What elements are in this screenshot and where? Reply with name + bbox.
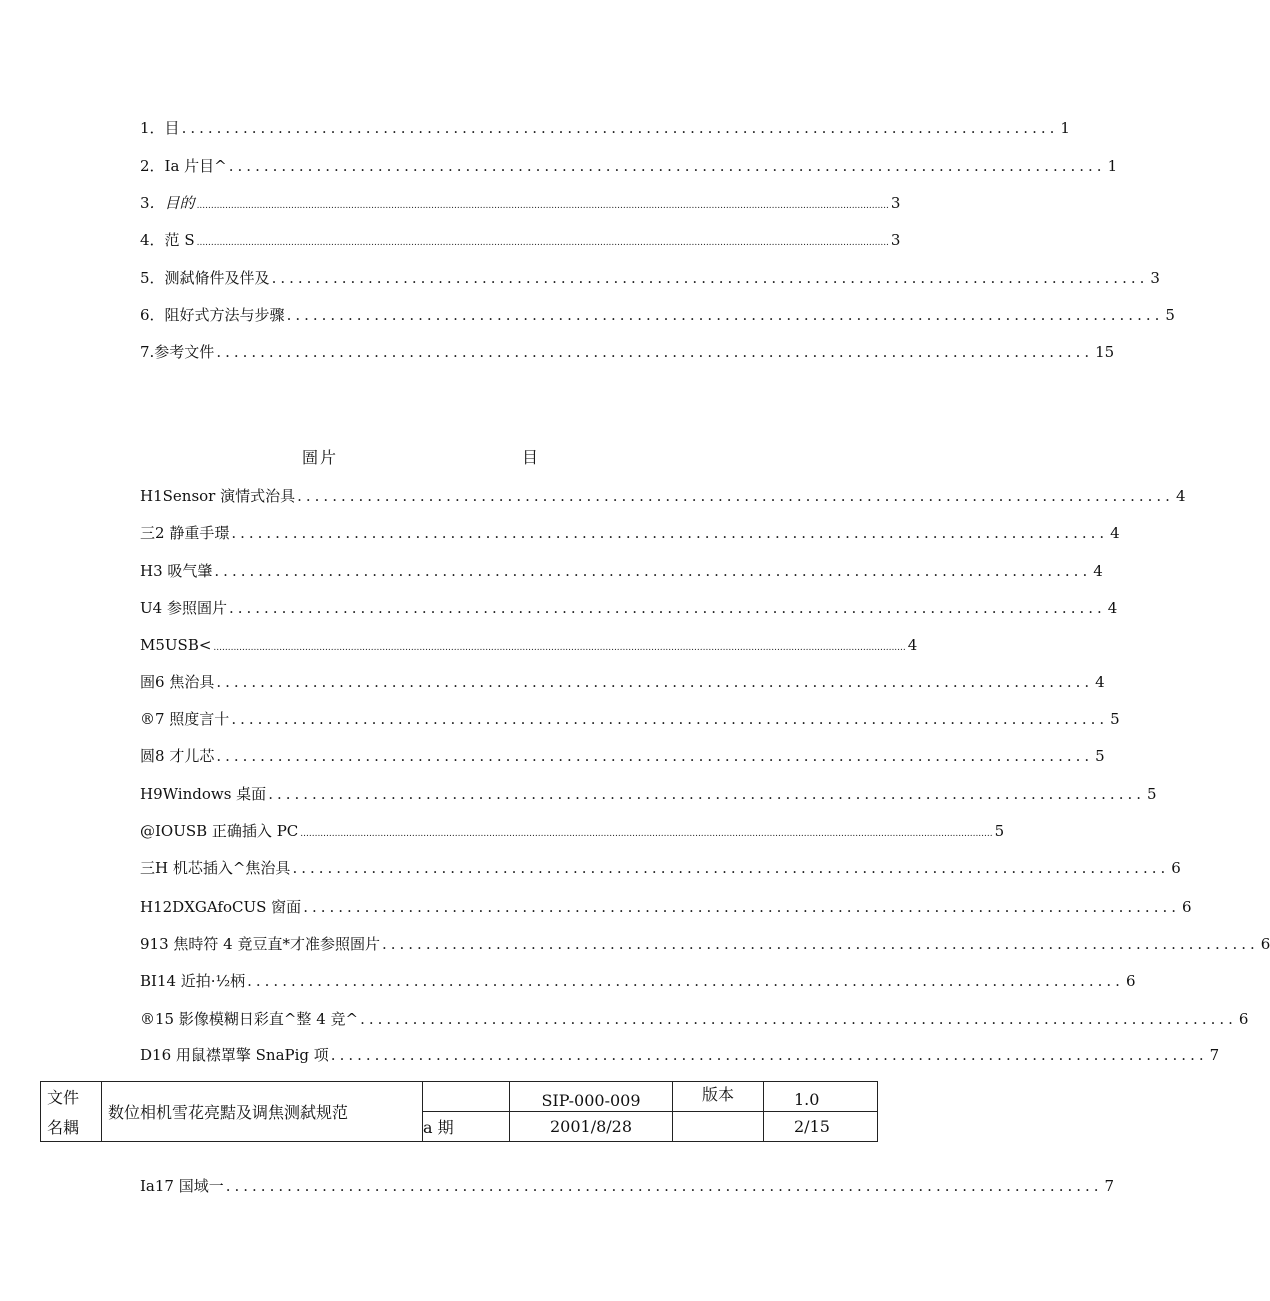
figure-page: 4 <box>907 636 918 654</box>
figure-page: 6 <box>1125 972 1136 990</box>
figure-title: 5USB< <box>155 636 212 654</box>
figure-number: H <box>140 785 154 803</box>
toc-title: ．测弑脩件及伴及 <box>149 269 270 287</box>
toc-line-4[interactable] <box>140 230 901 253</box>
version-label-cell <box>673 1082 764 1112</box>
toc-page: 1 <box>1060 119 1070 137</box>
blank-label-cell <box>423 1082 510 1112</box>
toc-page: 1 <box>1107 157 1118 175</box>
toc-leader: .................................................................................................... <box>181 119 1059 137</box>
doc-number-cell <box>510 1082 673 1112</box>
date-label: a 期 <box>423 1118 454 1137</box>
figure-title: 8 才儿芯 <box>155 747 215 765</box>
figure-leader: .................................................................................................... <box>247 972 1124 990</box>
figure-leader: .................................................................................................... <box>225 1177 1103 1195</box>
toc-page: 15 <box>1095 343 1115 361</box>
figure-page: 4 <box>1175 487 1186 505</box>
file-label-cell-2 <box>41 1112 102 1142</box>
figure-leader: .................................................................................................... <box>228 599 1106 617</box>
figure-number: D <box>140 1046 153 1064</box>
figure-leader: .................................................................................................... <box>381 935 1259 953</box>
figure-leader: .................................................................................................... <box>216 673 1094 691</box>
figure-title: Ia17 国域一 <box>140 1177 224 1195</box>
figure-leader: .................................................................................................... <box>303 898 1180 916</box>
toc-line-5[interactable] <box>140 268 1160 288</box>
toc-line-6[interactable] <box>140 305 1175 325</box>
toc-page: 5 <box>1165 306 1175 324</box>
figure-leader: .................................................................................................................................................................................................................................................. <box>300 829 993 839</box>
figures-heading-left: 圄片 <box>302 448 339 467</box>
figure-page: 4 <box>1093 562 1103 580</box>
figure-page: 5 <box>1095 747 1105 765</box>
figure-line-8[interactable] <box>140 746 1105 766</box>
figure-title: 6 焦治具 <box>155 673 215 691</box>
figure-line-11[interactable] <box>140 858 1181 878</box>
figure-title: 9Windows 桌面 <box>153 785 267 803</box>
doc-name: 数位相机雪花亮黠及调焦测弑规范 <box>108 1103 349 1122</box>
figure-page: 5 <box>1110 710 1120 728</box>
figure-page: 4 <box>1110 524 1120 542</box>
figure-title: 3 吸气肇 <box>153 562 213 580</box>
date-label-cell <box>423 1112 510 1142</box>
figure-number: H <box>140 562 154 580</box>
toc-leader: .................................................................................................... <box>286 306 1164 324</box>
toc-title: ．目的 <box>149 194 195 212</box>
figure-title: IOUSB 正确插入 PC <box>155 822 299 840</box>
toc-leader: .................................................................................................... <box>271 269 1149 287</box>
figure-line-9[interactable] <box>140 784 1157 804</box>
toc-number: 3 <box>140 194 150 212</box>
figure-line-3[interactable] <box>140 561 1103 581</box>
toc-title: ．范 S <box>149 231 195 249</box>
figure-title: 4 参照圄片 <box>152 599 227 617</box>
version-label: 版本 <box>701 1085 734 1104</box>
document-info-table <box>40 1081 878 1142</box>
figure-page: 6 <box>1238 1010 1249 1028</box>
figure-title: 15 影像模糊日彩直^整 4 竞^ <box>155 1010 359 1028</box>
figure-leader: .................................................................................................... <box>292 859 1170 877</box>
toc-number: 1 <box>140 119 150 137</box>
toc-leader: .................................................................................................................................................................................................................................................. <box>196 201 889 211</box>
figure-leader: .................................................................................................... <box>214 562 1092 580</box>
figure-number: 9 <box>140 935 150 953</box>
figure-line-6[interactable] <box>140 672 1105 692</box>
figure-leader: .................................................................................................... <box>268 785 1145 803</box>
toc-line-3[interactable] <box>140 193 901 216</box>
toc-page: 3 <box>1150 269 1160 287</box>
toc-title: ．Ia 片目^ <box>149 157 227 175</box>
figure-number: ® <box>140 1010 155 1028</box>
figure-title: 12DXGAfoCUS 窗面 <box>153 898 302 916</box>
figure-leader: .................................................................................................... <box>330 1046 1208 1064</box>
doc-number: SIP-000-009 <box>541 1091 641 1110</box>
figure-line-2[interactable] <box>140 523 1120 543</box>
toc-line-2[interactable] <box>140 156 1118 176</box>
toc-title: 7.参考文件 <box>140 343 215 361</box>
toc-number: 2 <box>140 157 150 175</box>
doc-name-cell <box>102 1082 423 1142</box>
figure-leader: .................................................................................................... <box>231 710 1109 728</box>
figure-page: 5 <box>1147 785 1157 803</box>
figure-page: 6 <box>1171 859 1181 877</box>
figure-page: 5 <box>994 822 1005 840</box>
figure-line-15[interactable] <box>140 1009 1249 1029</box>
toc-number: 5 <box>140 269 150 287</box>
figure-leader: .................................................................................................................................................................................................................................................. <box>213 643 906 653</box>
version-value-cell <box>764 1082 878 1112</box>
figure-number: 圄 <box>140 673 156 691</box>
figure-line-12[interactable] <box>140 897 1192 917</box>
file-label-cell <box>41 1082 102 1112</box>
figure-line-16[interactable] <box>140 1045 1220 1065</box>
figure-number: M <box>140 636 156 654</box>
page-value: 2/15 <box>794 1117 830 1136</box>
figure-leader: .................................................................................................... <box>216 747 1094 765</box>
figure-page: 7 <box>1104 1177 1115 1195</box>
toc-number: 4 <box>140 231 150 249</box>
figure-number: H <box>140 898 154 916</box>
figure-line-17[interactable] <box>140 1176 1115 1196</box>
date-value: 2001/8/28 <box>549 1117 633 1136</box>
toc-page: 3 <box>890 231 901 249</box>
figure-page: 6 <box>1260 935 1270 953</box>
figure-title: 16 用鼠襟罩擎 SnaPig 项 <box>152 1046 329 1064</box>
figure-page: 7 <box>1209 1046 1220 1064</box>
figure-line-13[interactable] <box>140 934 1270 954</box>
figure-title: 7 照度言十 <box>155 710 230 728</box>
figure-line-14[interactable] <box>140 971 1136 991</box>
figure-leader: .................................................................................................... <box>297 487 1174 505</box>
figure-title: 13 焦時符 4 竟豆直*才准参照圄片 <box>149 935 380 953</box>
toc-leader: .................................................................................................... <box>216 343 1094 361</box>
figures-heading-right: 目 <box>522 448 541 467</box>
file-label-line-2: 名耦 <box>47 1117 80 1137</box>
toc-title: ．阻好式方法与步骤 <box>149 306 285 324</box>
page-value-cell <box>764 1112 878 1142</box>
figure-title: 14 近拍·½柄 <box>156 972 246 990</box>
figure-line-5[interactable] <box>140 635 918 658</box>
figure-line-4[interactable] <box>140 598 1118 618</box>
figure-line-10[interactable] <box>140 821 1005 844</box>
toc-line-1[interactable] <box>140 118 1070 138</box>
figure-number: 三 <box>140 524 156 542</box>
figure-leader: .................................................................................................... <box>231 524 1109 542</box>
file-label-line-1: 文件 <box>47 1088 80 1108</box>
figure-title: 1Sensor 演情式治具 <box>153 487 296 505</box>
figure-leader: .................................................................................................... <box>360 1010 1237 1028</box>
toc-number: 6 <box>140 306 150 324</box>
toc-title: ．目 <box>149 119 180 137</box>
figure-line-7[interactable] <box>140 709 1120 729</box>
figure-number: @ <box>140 822 155 840</box>
figure-line-1[interactable] <box>140 486 1186 506</box>
blank-cell <box>673 1112 764 1142</box>
toc-leader: .................................................................................................... <box>228 157 1106 175</box>
figure-title: 2 静重手璟 <box>155 524 230 542</box>
toc-page: 3 <box>890 194 901 212</box>
figure-number: 圆 <box>140 747 156 765</box>
figure-number: 三 <box>140 859 156 877</box>
figure-page: 4 <box>1095 673 1105 691</box>
version-value: 1.0 <box>794 1090 820 1109</box>
figure-page: 4 <box>1107 599 1118 617</box>
figure-number: BI <box>140 972 157 990</box>
figure-number: H <box>140 487 154 505</box>
date-value-cell <box>510 1112 673 1142</box>
figure-number: U <box>140 599 153 617</box>
toc-leader: .................................................................................................................................................................................................................................................. <box>196 238 889 248</box>
toc-line-7[interactable] <box>140 342 1115 362</box>
figure-page: 6 <box>1182 898 1192 916</box>
figure-title: H 机芯插入^焦治具 <box>155 859 291 877</box>
figure-number: ® <box>140 710 155 728</box>
